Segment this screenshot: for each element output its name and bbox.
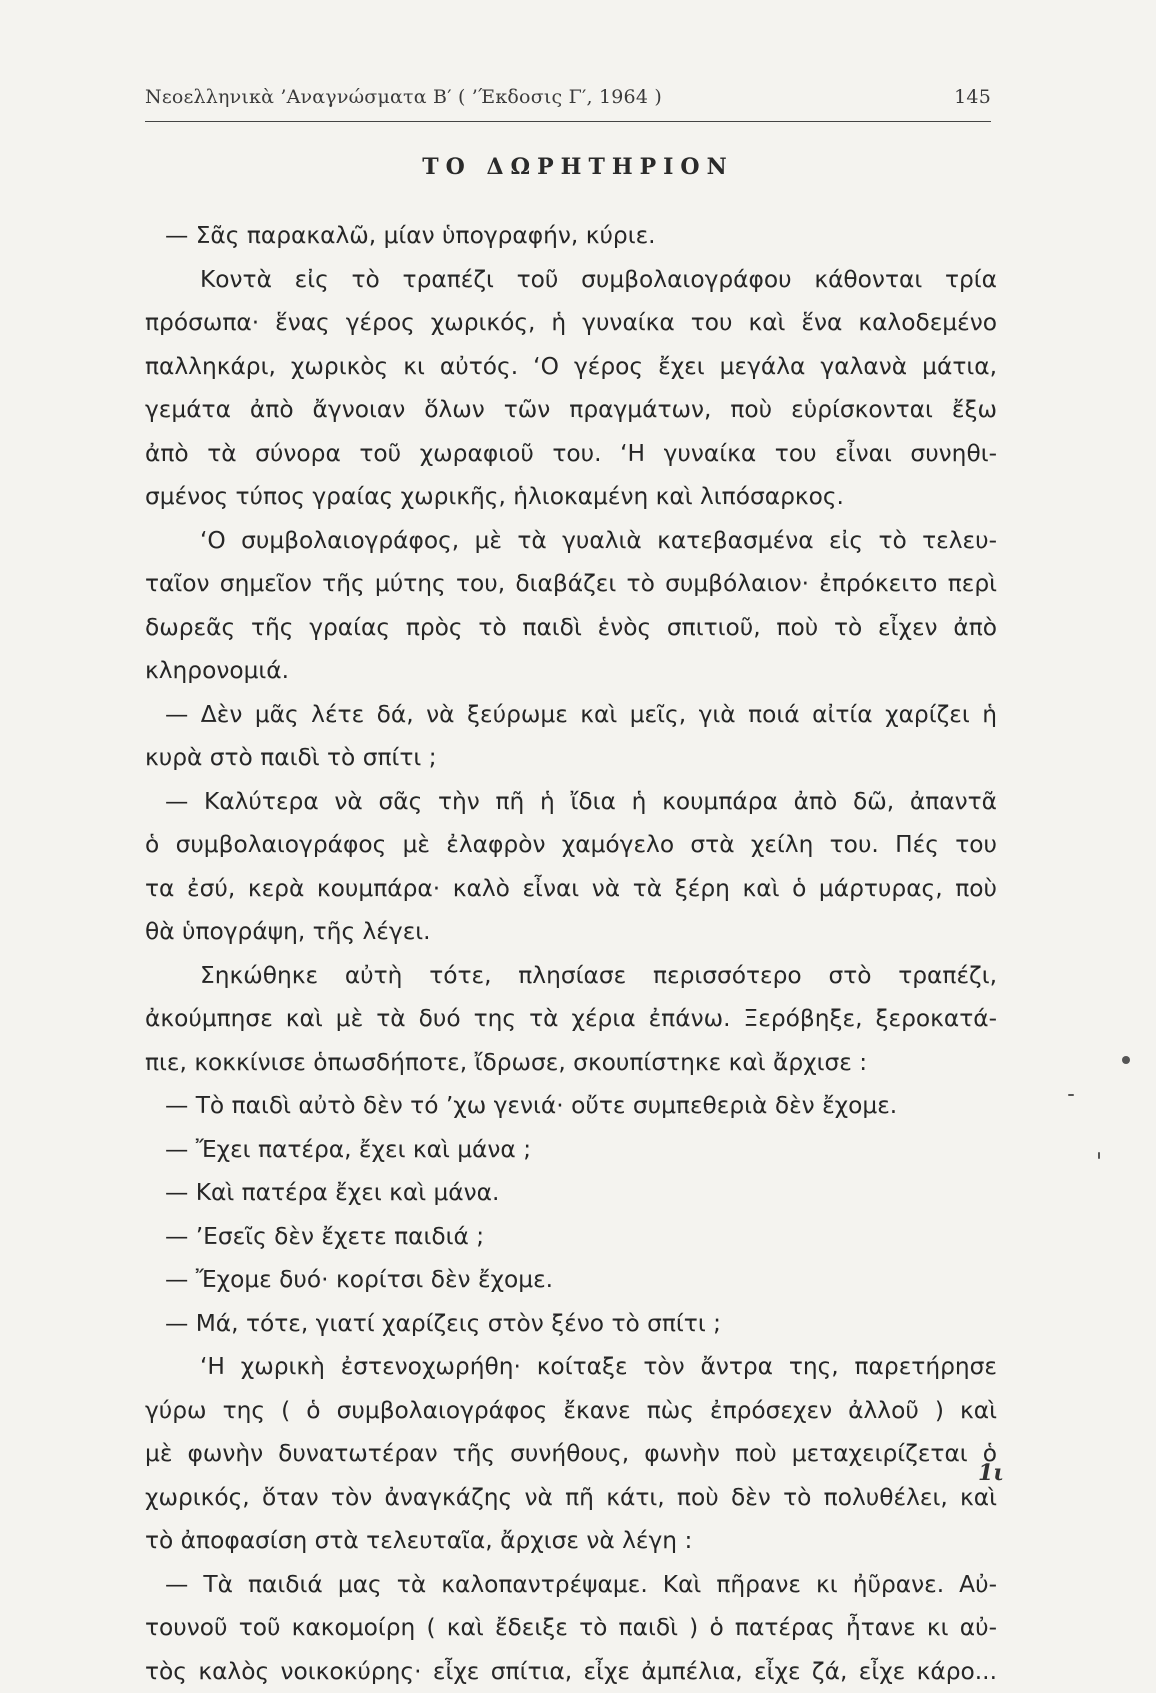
- text-line: τα ἐσύ, κερὰ κουμπάρα· καλὸ εἶναι νὰ τὰ ξέρη καὶ ὁ μάρτυρας, ποὺ: [145, 867, 997, 911]
- text-line: Σηκώθηκε αὐτὴ τότε, πλησίασε περισσότερο στὸ τραπέζι,: [145, 954, 997, 998]
- text-line: — Ἔχει πατέρα, ἔχει καὶ μάνα ;: [145, 1128, 997, 1172]
- text-line: σμένος τύπος γραίας χωρικῆς, ἡλιοκαμένη καὶ λιπόσαρκος.: [145, 475, 997, 519]
- text-line: δωρεᾶς τῆς γραίας πρὸς τὸ παιδὶ ἑνὸς σπιτιοῦ, ποὺ τὸ εἶχεν ἀπὸ: [145, 606, 997, 650]
- text-line: πιε, κοκκίνισε ὁπωσδήποτε, ἴδρωσε, σκουπίστηκε καὶ ἄρχισε :: [145, 1041, 997, 1085]
- text-line: ἀκούμπησε καὶ μὲ τὰ δυό της τὰ χέρια ἐπάνω. Ξερόβηξε, ξεροκατά-: [145, 997, 997, 1041]
- running-header: [145, 86, 991, 108]
- text-line: — Καὶ πατέρα ἔχει καὶ μάνα.: [145, 1171, 997, 1215]
- text-line: τὸ ἀποφασίση στὰ τελευταῖα, ἄρχισε νὰ λέγη :: [145, 1519, 997, 1563]
- text-line: ‘Η χωρικὴ ἐστενοχωρήθη· κοίταξε τὸν ἄντρα της, παρετήρησε: [145, 1345, 997, 1389]
- ink-speck: [1068, 1094, 1074, 1096]
- text-line: — Τὸ παιδὶ αὐτὸ δὲν τό ’χω γενιά· οὔτε συμπεθεριὰ δὲν ἔχομε.: [145, 1084, 997, 1128]
- text-line: — Ἔχομε δυό· κορίτσι δὲν ἔχομε.: [145, 1258, 997, 1302]
- text-line: ἀπὸ τὰ σύνορα τοῦ χωραφιοῦ του. ‘Η γυναίκα του εἶναι συνηθι-: [145, 432, 997, 476]
- text-line: τουνοῦ τοῦ κακομοίρη ( καὶ ἔδειξε τὸ παιδὶ ) ὁ πατέρας ἦτανε κι αὐ-: [145, 1606, 997, 1650]
- text-line: θὰ ὑπογράψη, τῆς λέγει.: [145, 910, 997, 954]
- text-line: κληρονομιά.: [145, 649, 997, 693]
- text-line: πρόσωπα· ἕνας γέρος χωρικός, ἡ γυναίκα του καὶ ἕνα καλοδεμένο: [145, 301, 997, 345]
- ink-speck: [1122, 1056, 1130, 1064]
- text-line: — Σᾶς παρακαλῶ, μίαν ὑπογραφήν, κύριε.: [145, 214, 997, 258]
- text-line: ὁ συμβολαιογράφος μὲ ἐλαφρὸν χαμόγελο στὰ χείλη του. Πές του: [145, 823, 997, 867]
- text-line: γεμάτα ἀπὸ ἄγνοιαν ὅλων τῶν πραγμάτων, ποὺ εὑρίσκονται ἔξω: [145, 388, 997, 432]
- text-line: ταῖον σημεῖον τῆς μύτης του, διαβάζει τὸ συμβόλαιον· ἐπρόκειτο περὶ: [145, 562, 997, 606]
- text-line: — Τὰ παιδιά μας τὰ καλοπαντρέψαμε. Καὶ πῆρανε κι ἠῦρανε. Αὐ-: [145, 1563, 997, 1607]
- text-line: κυρὰ στὸ παιδὶ τὸ σπίτι ;: [145, 736, 997, 780]
- text-line: ‘Ο συμβολαιογράφος, μὲ τὰ γυαλιὰ κατεβασμένα εἰς τὸ τελευ-: [145, 519, 997, 563]
- ink-speck: [1098, 1152, 1100, 1159]
- text-line: μὲ φωνὴν δυνατωτέραν τῆς συνήθους, φωνὴν ποὺ μεταχειρίζεται ὁ: [145, 1432, 997, 1476]
- header-rule: [145, 121, 991, 122]
- text-line: γύρω της ( ὁ συμβολαιογράφος ἔκανε πὼς ἐπρόσεχεν ἀλλοῦ ) καὶ: [145, 1389, 997, 1433]
- body-text: [145, 214, 997, 1693]
- running-title: Νεοελληνικὰ ’Αναγνώσματα Β′ ( ’Έκδοσις Γ′, 1964 ): [145, 86, 662, 108]
- text-line: παλληκάρι, χωρικὸς κι αὐτός. ‘Ο γέρος ἔχει μεγάλα γαλανὰ μάτια,: [145, 345, 997, 389]
- page-number: 145: [954, 86, 991, 108]
- text-line: Κοντὰ εἰς τὸ τραπέζι τοῦ συμβολαιογράφου κάθονται τρία: [145, 258, 997, 302]
- text-line: — Μά, τότε, γιατί χαρίζεις στὸν ξένο τὸ σπίτι ;: [145, 1302, 997, 1346]
- signature-mark: 1ι: [978, 1460, 1004, 1486]
- text-line: — Δὲν μᾶς λέτε δά, νὰ ξεύρωμε καὶ μεῖς, γιὰ ποιά αἰτία χαρίζει ἡ: [145, 693, 997, 737]
- text-line: χωρικός, ὅταν τὸν ἀναγκάζης νὰ πῆ κάτι, ποὺ δὲν τὸ πολυθέλει, καὶ: [145, 1476, 997, 1520]
- text-line: — ’Εσεῖς δὲν ἔχετε παιδιά ;: [145, 1215, 997, 1259]
- text-line: τὸς καλὸς νοικοκύρης· εἶχε σπίτια, εἶχε ἀμπέλια, εἶχε ζά, εἶχε κάρο...: [145, 1650, 997, 1693]
- chapter-title: ΤΟ ΔΩΡΗΤΗΡΙΟΝ: [0, 154, 1156, 180]
- text-line: — Καλύτερα νὰ σᾶς τὴν πῆ ἡ ἴδια ἡ κουμπάρα ἀπὸ δῶ, ἀπαντᾶ: [145, 780, 997, 824]
